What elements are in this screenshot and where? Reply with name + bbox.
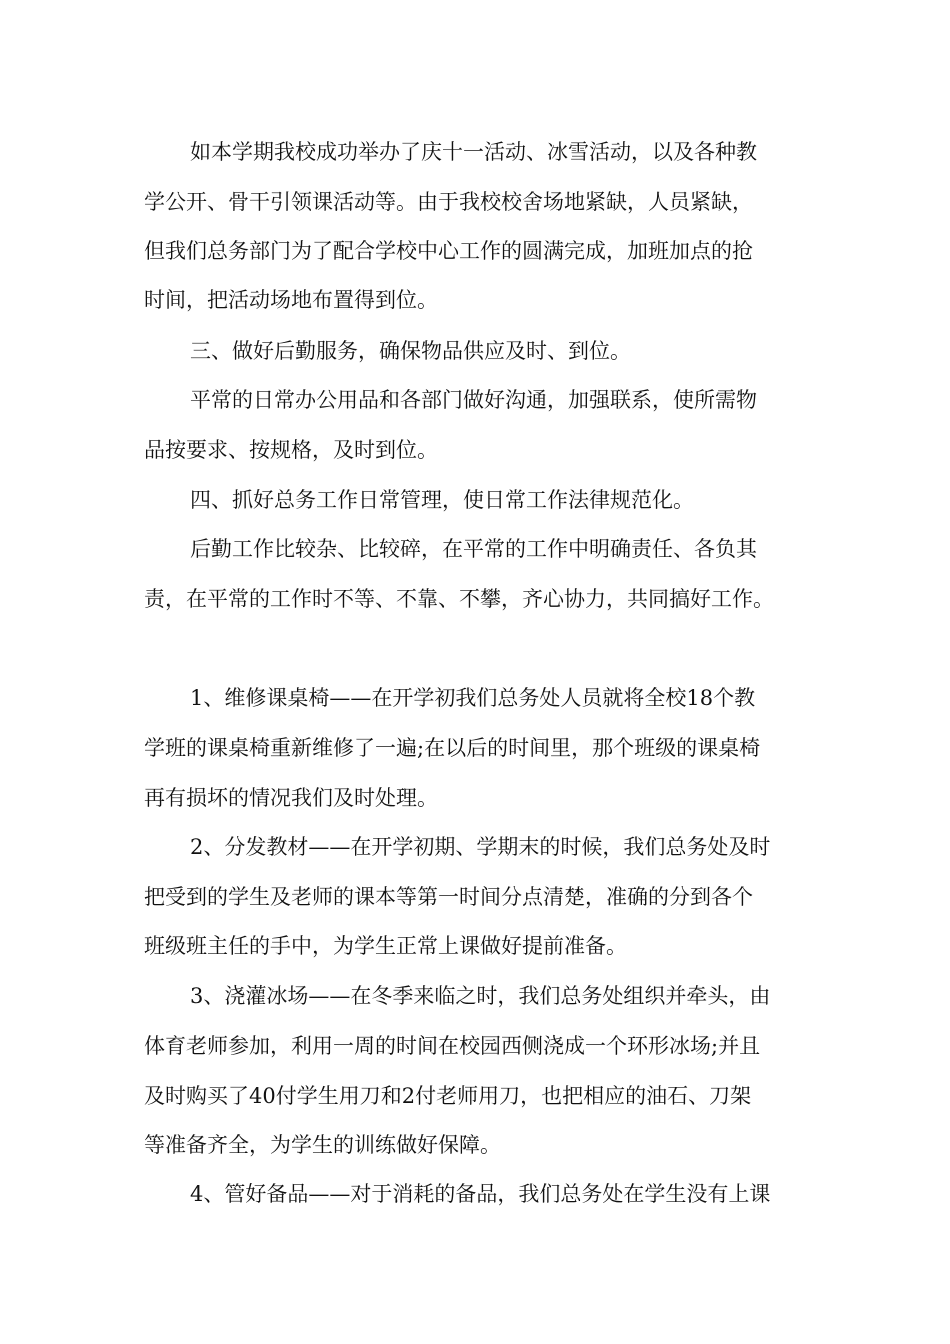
list-item-line: 体育老师参加，利用一周的时间在校园西侧浇成一个环形冰场;并且 xyxy=(144,1034,761,1058)
list-item-line: 班级班主任的手中，为学生正常上课做好提前准备。 xyxy=(144,934,627,958)
list-item-line: 学班的课桌椅重新维修了一遍;在以后的时间里，那个班级的课桌椅 xyxy=(144,736,761,760)
list-item-line: 等准备齐全，为学生的训练做好保障。 xyxy=(144,1133,501,1157)
paragraph-line: 时间，把活动场地布置得到位。 xyxy=(144,288,438,312)
paragraph-line: 责，在平常的工作时不等、不靠、不攀，齐心协力，共同搞好工作。 xyxy=(144,587,774,611)
section-heading: 四、抓好总务工作日常管理，使日常工作法律规范化。 xyxy=(190,488,694,512)
list-item-line: 1、维修课桌椅——在开学初我们总务处人员就将全校18个教 xyxy=(190,686,756,710)
paragraph-line: 后勤工作比较杂、比较碎，在平常的工作中明确责任、各负其 xyxy=(190,537,757,561)
list-item-line: 再有损坏的情况我们及时处理。 xyxy=(144,786,438,810)
paragraph-line: 平常的日常办公用品和各部门做好沟通，加强联系，使所需物 xyxy=(190,388,757,412)
list-item-line: 把受到的学生及老师的课本等第一时间分点清楚，准确的分到各个 xyxy=(144,885,753,909)
paragraph-line: 但我们总务部门为了配合学校中心工作的圆满完成，加班加点的抢 xyxy=(144,239,753,263)
paragraph-line: 如本学期我校成功举办了庆十一活动、冰雪活动，以及各种教 xyxy=(190,140,757,164)
paragraph-line: 品按要求、按规格，及时到位。 xyxy=(144,438,438,462)
list-item-line: 2、分发教材——在开学初期、学期末的时候，我们总务处及时 xyxy=(190,835,771,859)
list-item-line: 及时购买了40付学生用刀和2付老师用刀，也把相应的油石、刀架 xyxy=(144,1084,752,1108)
paragraph-line: 学公开、骨干引领课活动等。由于我校校舍场地紧缺，人员紧缺， xyxy=(144,190,753,214)
list-item-line: 3、浇灌冰场——在冬季来临之时，我们总务处组织并牵头，由 xyxy=(190,984,771,1008)
list-item-line: 4、管好备品——对于消耗的备品，我们总务处在学生没有上课 xyxy=(190,1182,771,1206)
section-heading: 三、做好后勤服务，确保物品供应及时、到位。 xyxy=(190,339,631,363)
